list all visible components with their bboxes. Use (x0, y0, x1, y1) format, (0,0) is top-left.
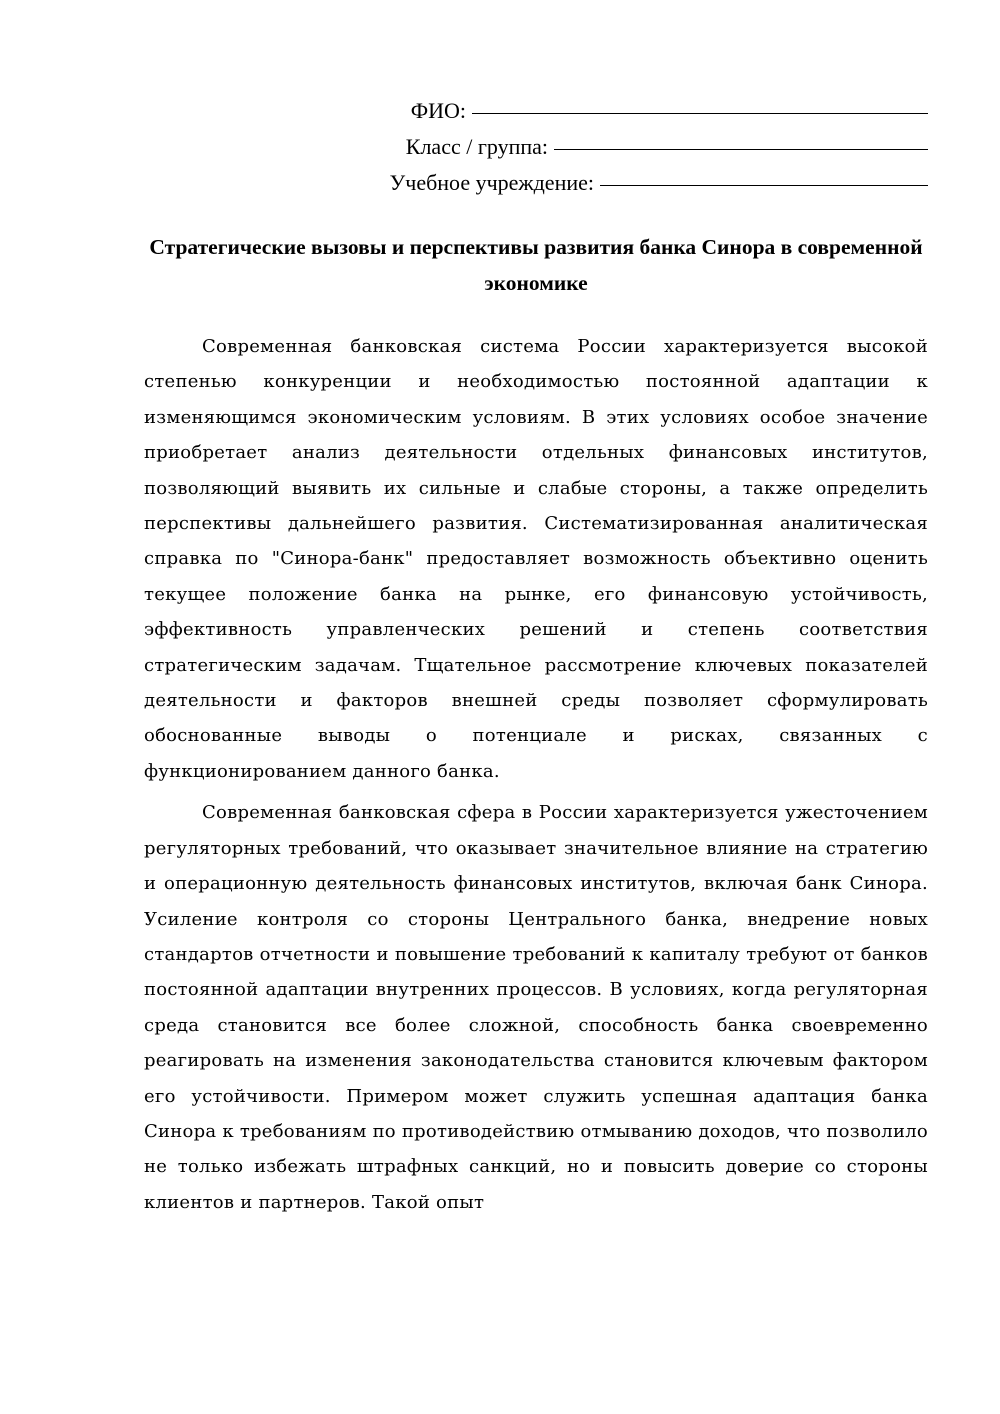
class-label: Класс / группа: (405, 134, 548, 159)
fio-line (144, 93, 928, 129)
document-body (144, 329, 928, 1226)
fio-blank (472, 91, 928, 114)
school-line (144, 165, 928, 201)
class-blank (554, 127, 928, 150)
school-blank (600, 163, 928, 186)
student-info-header (144, 93, 928, 201)
school-label: Учебное учреждение: (389, 170, 594, 195)
paragraph: Современная банковская сфера в России характеризуется ужесточением регуляторных требований, что оказывает значительное влияние на стратегию и операционную деятельность финансовых институтов, включая банк Синора. Усиление контроля со стороны Центрального банка, внедрение новых стандартов отчетности и повышение требований к капиталу требуют от банков постоянной адаптации внутренних процессов. В условиях, когда регуляторная среда становится все более сложной, способность банка своевременно реагировать на изменения законодательства становится ключевым фактором его устойчивости. Примером может служить успешная адаптация банка Синора к требованиям по противодействию отмыванию доходов, что позволило не только избежать штрафных санкций, но и повысить доверие со стороны клиентов и партнеров. Такой опыт (144, 802, 928, 1213)
paragraph: Современная банковская система России характеризуется высокой степенью конкуренции и необходимостью постоянной адаптации к изменяющимся экономическим условиям. В этих условиях особое значение приобретает анализ деятельности отдельных финансовых институтов, позволяющий выявить их сильные и слабые стороны, а также определить перспективы дальнейшего развития. Систематизированная аналитическая справка по "Синора-банк" предоставляет возможность объективно оценить текущее положение банка на рынке, его финансовую устойчивость, эффективность управленческих решений и степень соответствия стратегическим задачам. Тщательное рассмотрение ключевых показателей деятельности и факторов внешней среды позволяет сформулировать обоснованные выводы о потенциале и рисках, связанных с функционированием данного банка. (144, 336, 928, 782)
fio-label: ФИО: (410, 98, 466, 123)
document-title: Стратегические вызовы и перспективы развития банка Синора в современной экономике (149, 235, 923, 295)
class-line (144, 129, 928, 165)
